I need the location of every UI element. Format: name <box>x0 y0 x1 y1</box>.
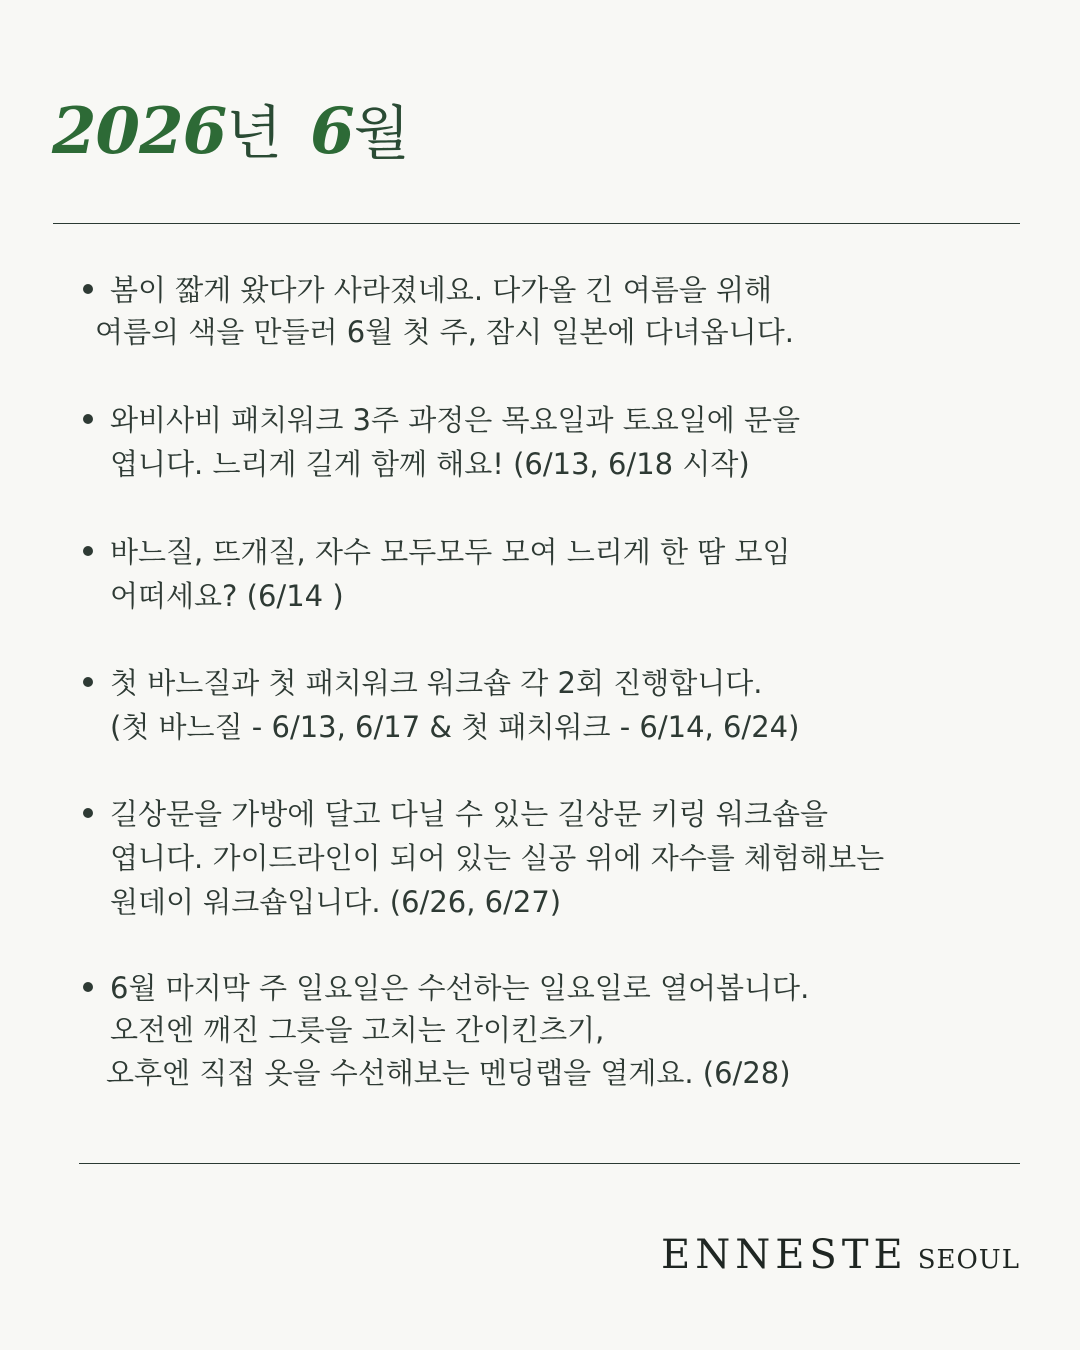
schedule-item-line: 오전엔 깨진 그릇을 고치는 간이킨츠기, <box>110 1013 605 1047</box>
schedule-item-line: 엽니다. 가이드라인이 되어 있는 실공 위에 자수를 체험해보는 <box>110 841 885 875</box>
title-year: 2026 <box>52 94 227 169</box>
schedule-item-line: 첫 바느질과 첫 패치워크 워크숍 각 2회 진행합니다. <box>110 666 763 700</box>
bullet-dot <box>83 546 93 556</box>
schedule-item-line: 봄이 짧게 왔다가 사라졌네요. 다가올 긴 여름을 위해 <box>110 273 773 307</box>
schedule-item-line: 오후엔 직접 옷을 수선해보는 멘딩랩을 열게요. (6/28) <box>106 1056 791 1090</box>
page-title <box>52 92 410 173</box>
schedule-item-line: 원데이 워크숍입니다. (6/26, 6/27) <box>110 885 562 919</box>
bullet-dot <box>83 677 93 687</box>
brand-name: ENNESTE <box>661 1232 908 1278</box>
schedule-item-line: 엽니다. 느리게 길게 함께 해요! (6/13, 6/18 시작) <box>110 447 750 481</box>
schedule-item-line: 6월 마지막 주 일요일은 수선하는 일요일로 열어봅니다. <box>110 971 810 1005</box>
brand-logo <box>661 1232 1020 1278</box>
bottom-divider <box>79 1163 1020 1164</box>
bullet-dot <box>83 284 93 294</box>
schedule-item-line: 와비사비 패치워크 3주 과정은 목요일과 토요일에 문을 <box>110 403 801 437</box>
title-year-unit: 년 <box>226 99 283 167</box>
top-divider <box>53 223 1020 224</box>
brand-city: SEOUL <box>917 1245 1020 1275</box>
title-month-unit: 월 <box>353 99 410 167</box>
bullet-dot <box>83 982 93 992</box>
schedule-item-line: (첫 바느질 - 6/13, 6/17 & 첫 패치워크 - 6/14, 6/24) <box>110 710 800 744</box>
schedule-item-line: 여름의 색을 만들러 6월 첫 주, 잠시 일본에 다녀옵니다. <box>95 315 794 349</box>
bullet-dot <box>83 414 93 424</box>
schedule-item-line: 바느질, 뜨개질, 자수 모두모두 모여 느리게 한 땀 모임 <box>110 535 791 569</box>
schedule-item-line: 어떠세요? (6/14 ) <box>110 579 344 613</box>
bullet-dot <box>83 808 93 818</box>
title-month: 6 <box>310 94 354 169</box>
schedule-item-line: 길상문을 가방에 달고 다닐 수 있는 길상문 키링 워크숍을 <box>110 797 829 831</box>
